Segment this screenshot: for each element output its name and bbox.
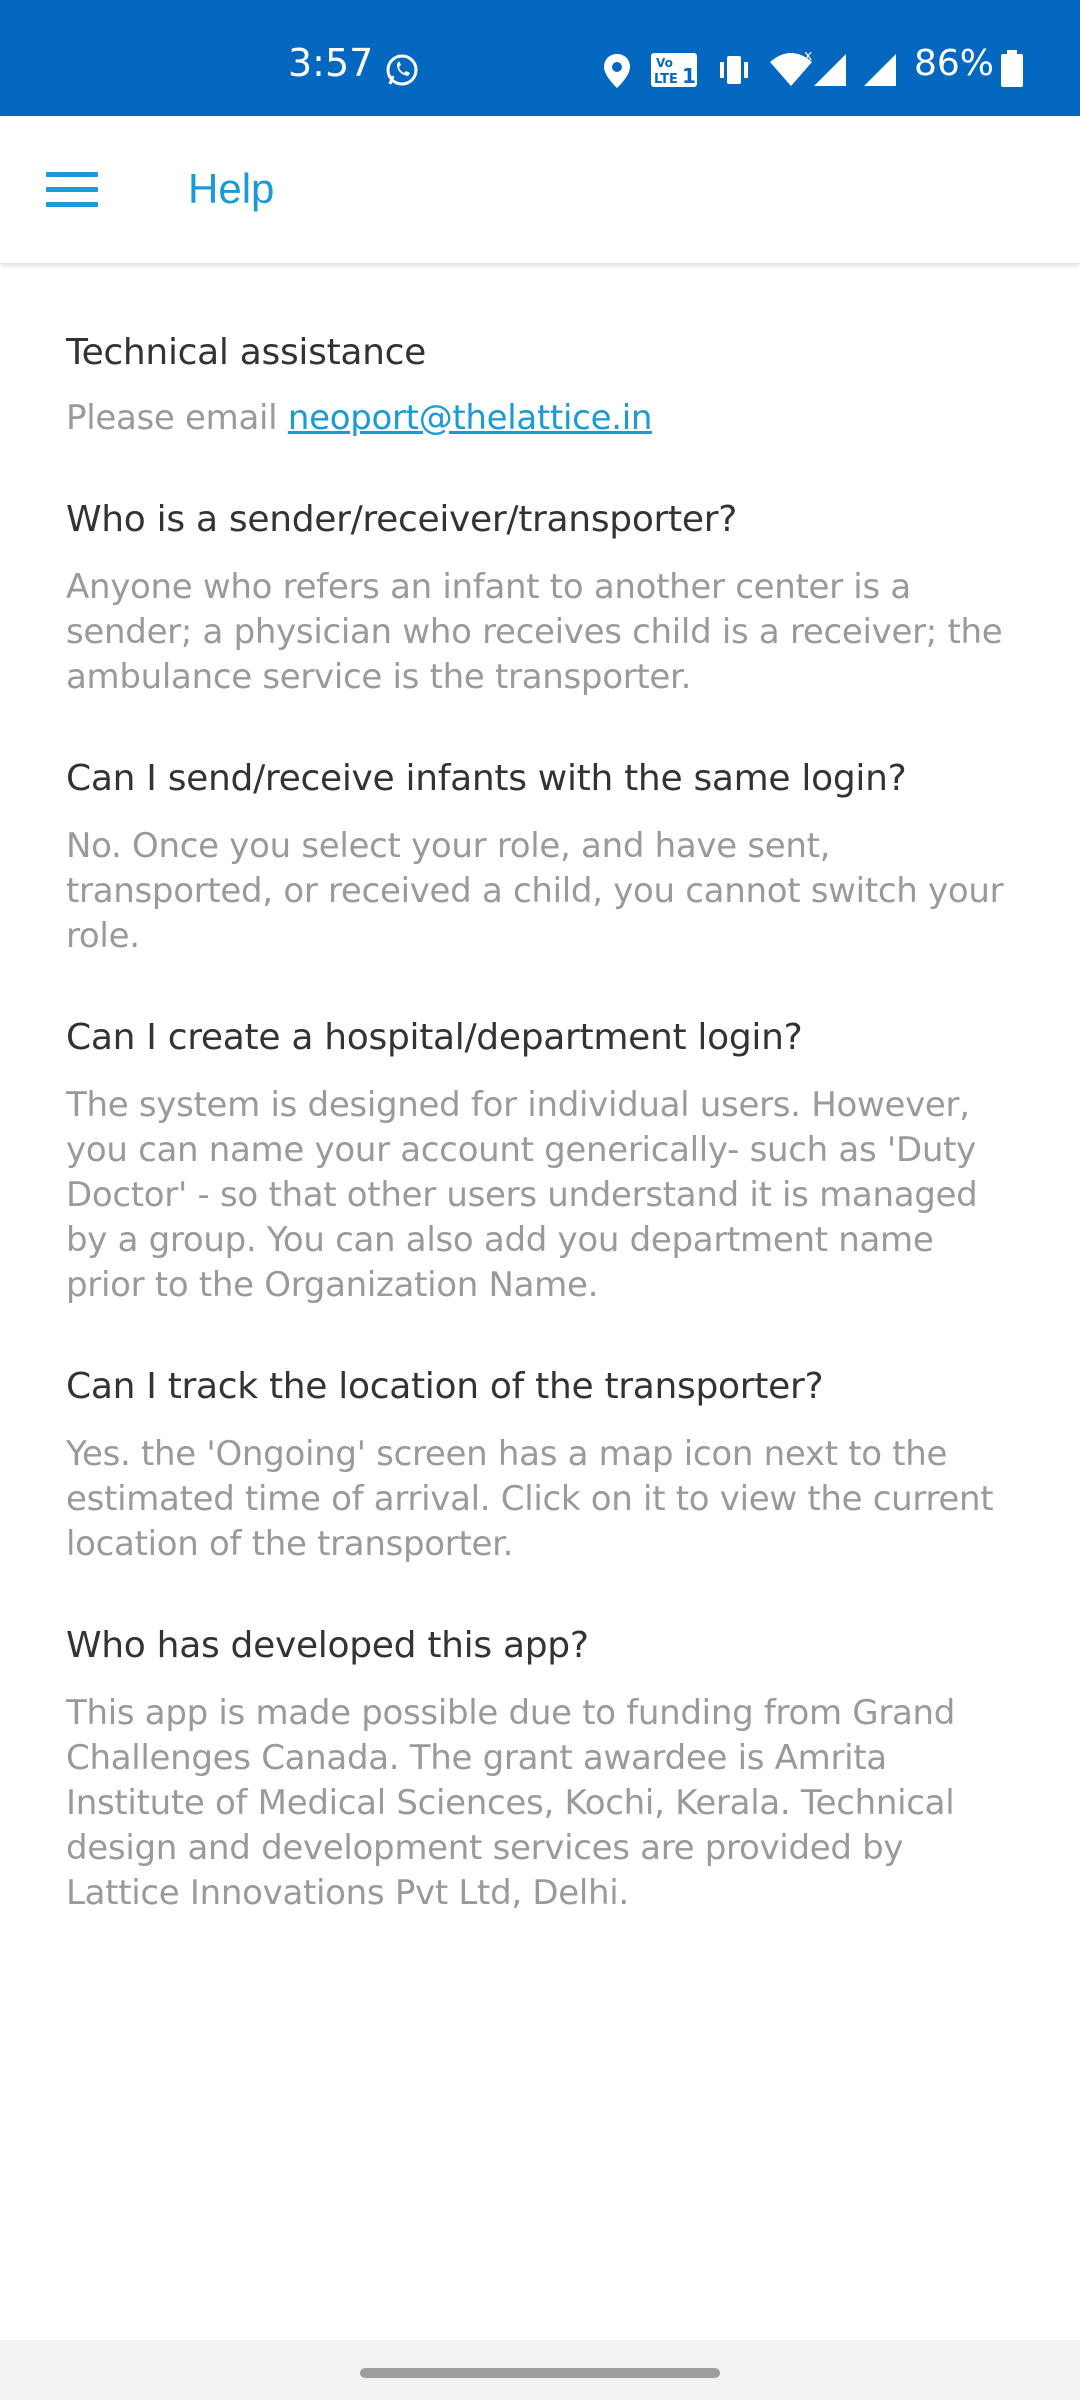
faq-question: Who has developed this app? [66,1625,589,1666]
vibrate-icon [716,52,752,93]
battery-icon [1000,50,1024,93]
faq-question: Who is a sender/receiver/transporter? [66,499,738,540]
app-bar [0,116,1080,264]
svg-text:Vo: Vo [656,56,673,70]
svg-text:x: x [804,48,813,64]
svg-text:1: 1 [682,64,696,88]
faq-question: Technical assistance [66,332,427,373]
faq-item [66,1015,1016,1308]
email-link[interactable]: neoport@thelattice.in [287,398,653,438]
navigation-bar [0,2340,1080,2400]
hamburger-menu-icon [46,171,98,209]
faq-item [66,756,1016,959]
status-bar [0,0,1080,116]
faq-answer: No. Once you select your role, and have sent, transported, or received a child, you cannot switch your role. [66,826,1004,956]
faq-item [66,1364,1016,1567]
faq-answer: The system is designed for individual users. However, you can name your account generically- such as 'Duty Doctor' - so that other users understand it is managed by a group. You can also add you department name prior to the Organization Name. [66,1085,978,1305]
faq-question: Can I create a hospital/department login? [66,1017,803,1058]
wifi-icon [768,48,814,93]
email-prefix: Please email [66,398,288,438]
status-time: 3:57 [288,41,374,85]
battery-percent: 86% [914,43,995,84]
faq-answer: This app is made possible due to funding from Grand Challenges Canada. The grant awardee is Amrita Institute of Medical Sciences, Kochi, Kerala. Technical design and development services are provided by Lattice Innovations Pvt Ltd, Delhi. [66,1693,956,1913]
svg-text:LTE: LTE [654,72,678,87]
faq-answer: Anyone who refers an infant to another center is a sender; a physician who receives child is a receiver; the ambulance service is the transporter. [66,567,1003,697]
menu-button[interactable] [36,160,108,220]
faq-item [66,1623,1016,1916]
whatsapp-icon [384,52,420,93]
signal-icon [812,52,848,93]
faq-question: Can I send/receive infants with the same login? [66,758,907,799]
home-indicator[interactable] [360,2368,720,2378]
location-icon [602,52,632,95]
faq-item [66,497,1016,700]
faq-technical-assistance [66,330,1016,441]
help-content [66,330,1016,1972]
faq-answer [66,396,1016,441]
volte-icon [650,52,698,93]
signal-icon [862,52,898,93]
faq-question: Can I track the location of the transporter? [66,1366,824,1407]
page-title: Help [188,165,275,212]
faq-answer: Yes. the 'Ongoing' screen has a map icon next to the estimated time of arrival. Click on it to view the current location of the transporter. [66,1434,994,1564]
